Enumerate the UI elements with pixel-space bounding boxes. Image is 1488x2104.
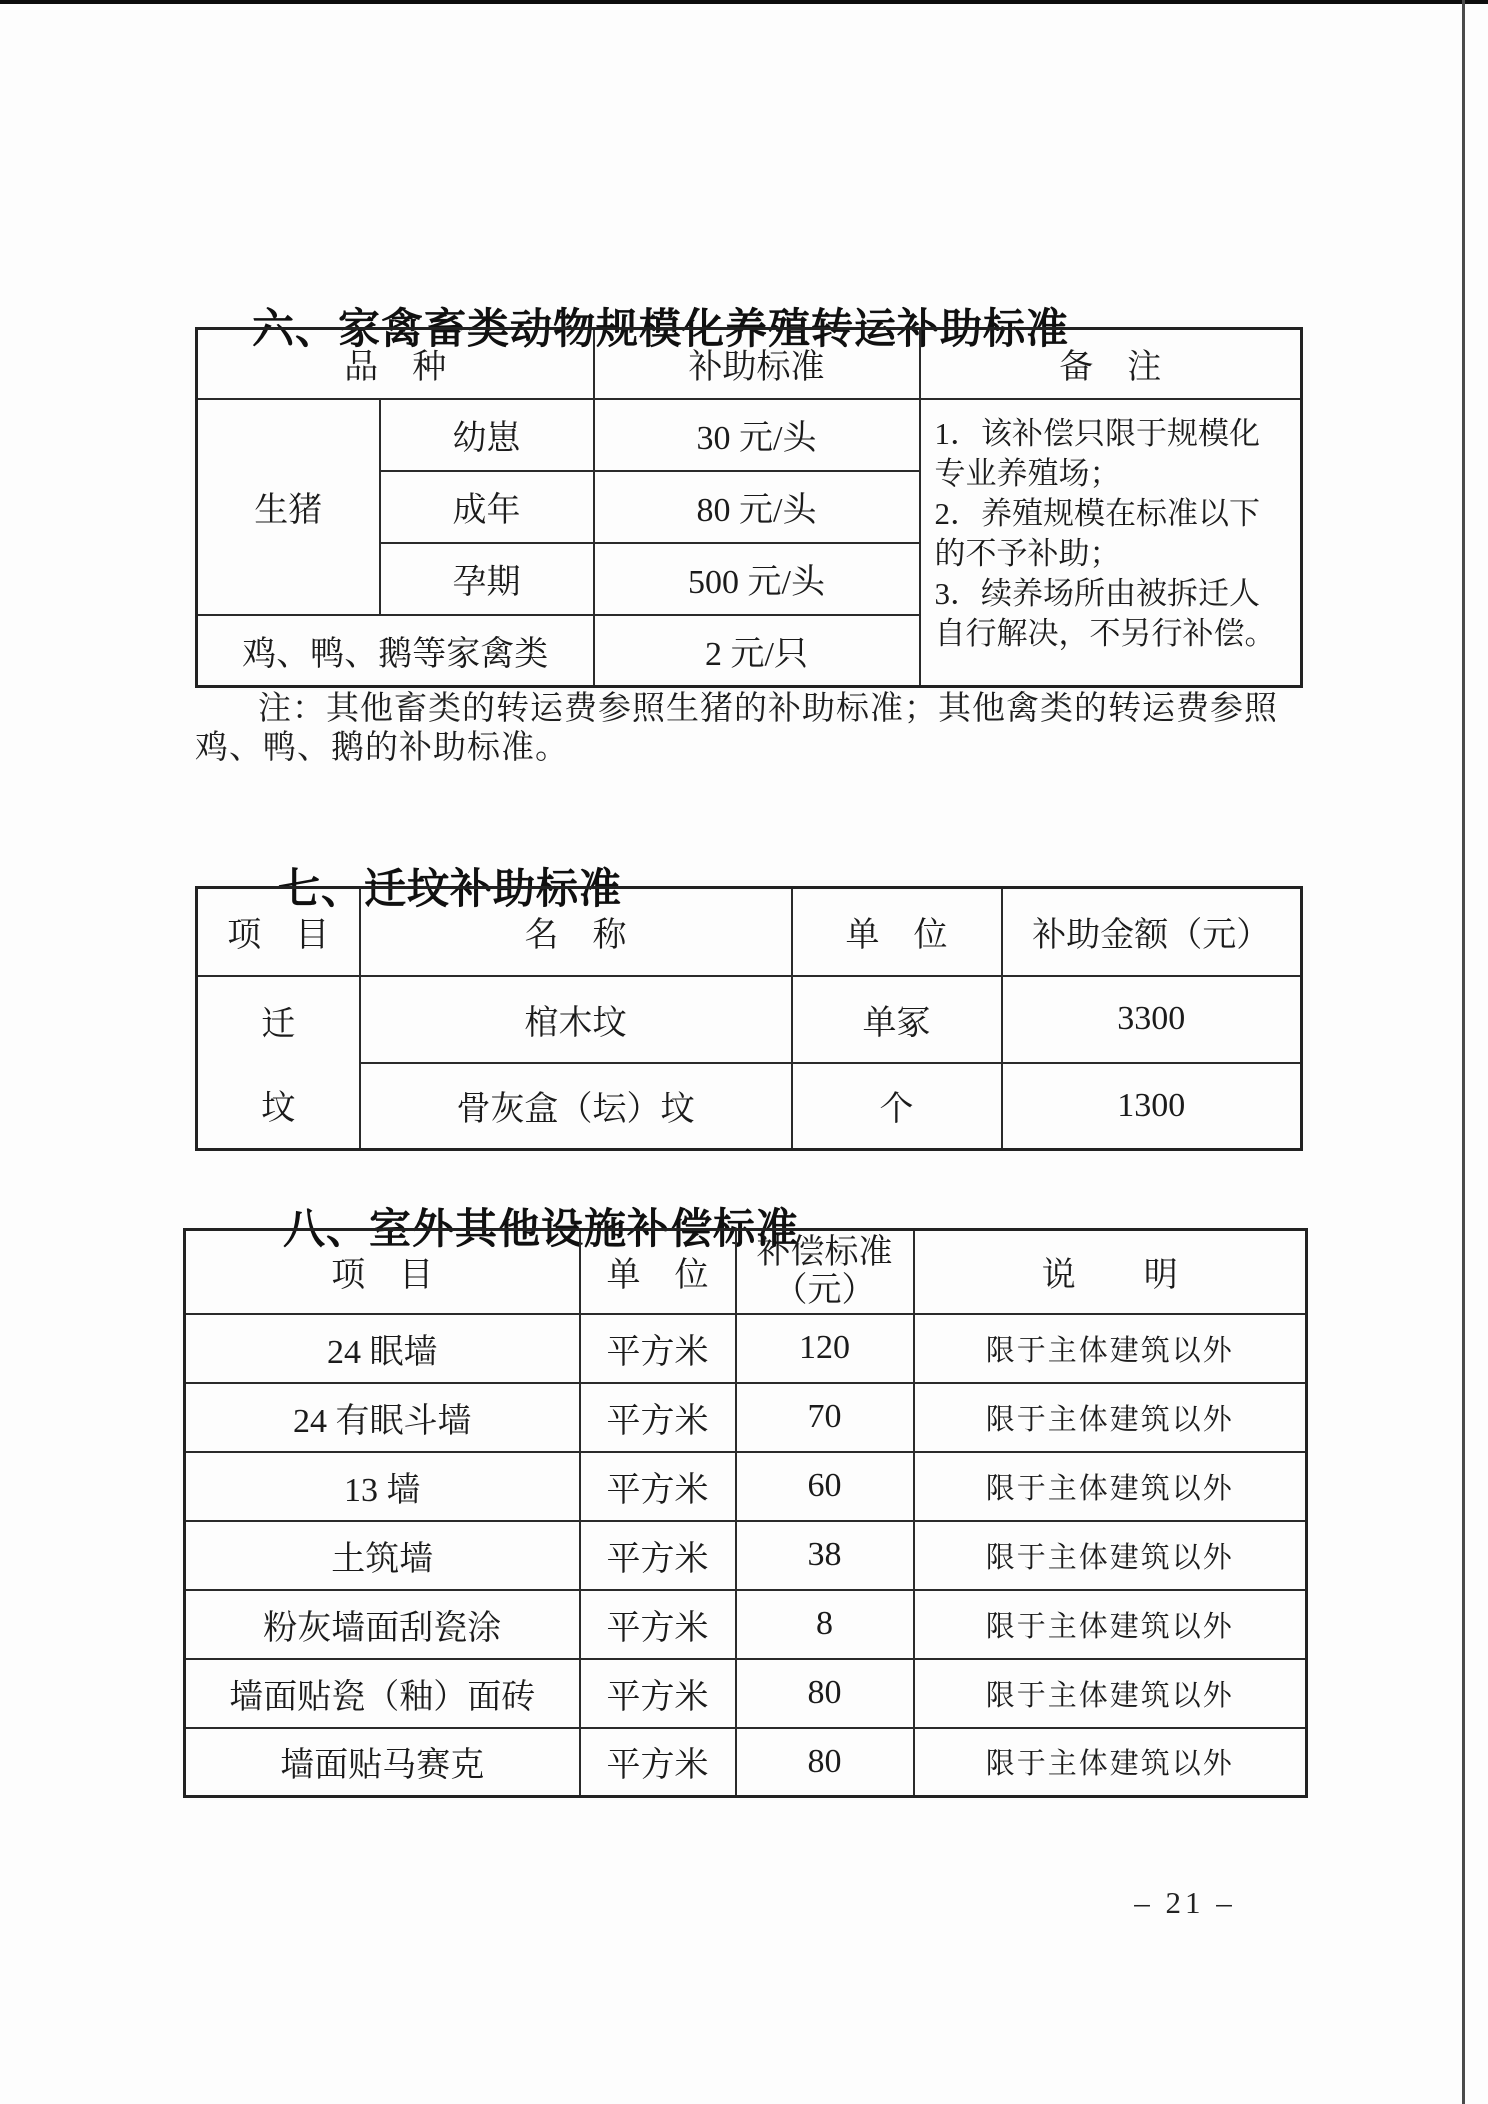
header-name: 名 称 <box>360 888 792 976</box>
table-header-row <box>197 888 1302 976</box>
cell-grave-unit: 个 <box>792 1063 1002 1150</box>
cell-poultry-value: 2 元/只 <box>594 615 920 687</box>
header-value-line2: （元） <box>773 1271 876 1309</box>
cell-item: 墙面贴马赛克 <box>185 1728 580 1797</box>
cell-grave-item <box>197 976 360 1150</box>
cell-unit: 平方米 <box>580 1590 736 1659</box>
cell-desc: 限于主体建筑以外 <box>914 1314 1307 1383</box>
header-unit: 单 位 <box>792 888 1002 976</box>
cell-remarks <box>920 399 1302 687</box>
cell-desc: 限于主体建筑以外 <box>914 1521 1307 1590</box>
cell-desc: 限于主体建筑以外 <box>914 1659 1307 1728</box>
remark-item: 1．该补偿只限于规模化专业养殖场； <box>934 415 1260 491</box>
cell-item: 粉灰墙面刮瓷涂 <box>185 1590 580 1659</box>
cell-item: 土筑墙 <box>185 1521 580 1590</box>
cell-desc: 限于主体建筑以外 <box>914 1590 1307 1659</box>
header-item: 项 目 <box>185 1230 580 1314</box>
cell-grave-amount: 1300 <box>1002 1063 1302 1150</box>
cell-pig-stage: 孕期 <box>380 543 594 615</box>
table-header-row <box>197 329 1302 399</box>
remark-item: 3．续养场所由被拆迁人自行解决，不另行补偿。 <box>934 575 1276 651</box>
cell-poultry-label: 鸡、鸭、鹅等家禽类 <box>197 615 594 687</box>
cell-value: 80 <box>736 1728 914 1797</box>
header-item: 项 目 <box>197 888 360 976</box>
header-species: 品 种 <box>197 329 594 399</box>
grave-item-stack <box>198 978 359 1146</box>
cell-pig-value: 80 元/头 <box>594 471 920 543</box>
grave-item-char: 坟 <box>261 1089 296 1127</box>
page-number: – 21 – <box>1134 1885 1236 1920</box>
cell-unit: 平方米 <box>580 1452 736 1521</box>
header-desc: 说 明 <box>914 1230 1307 1314</box>
cell-unit: 平方米 <box>580 1314 736 1383</box>
scan-edge-top <box>0 0 1488 4</box>
grave-relocation-subsidy-table <box>195 886 1303 1151</box>
cell-unit: 平方米 <box>580 1521 736 1590</box>
table-row <box>185 1659 1307 1728</box>
table-row <box>185 1728 1307 1797</box>
cell-unit: 平方米 <box>580 1659 736 1728</box>
cell-desc: 限于主体建筑以外 <box>914 1728 1307 1797</box>
cell-pig-value: 500 元/头 <box>594 543 920 615</box>
livestock-transfer-subsidy-table <box>195 327 1303 688</box>
grave-item-char: 迁 <box>261 1005 296 1043</box>
cell-value: 60 <box>736 1452 914 1521</box>
section8-title: 八、室外其他设施补偿标准 <box>283 1204 800 1252</box>
scan-edge-right <box>1462 0 1465 2104</box>
cell-unit: 平方米 <box>580 1383 736 1452</box>
cell-value: 80 <box>736 1659 914 1728</box>
table-row <box>197 976 1302 1063</box>
cell-unit: 平方米 <box>580 1728 736 1797</box>
header-remark: 备 注 <box>920 329 1302 399</box>
cell-grave-unit: 单冢 <box>792 976 1002 1063</box>
table-row <box>197 1063 1302 1150</box>
header-amount: 补助金额（元） <box>1002 888 1302 976</box>
cell-item: 24 眠墙 <box>185 1314 580 1383</box>
header-unit: 单 位 <box>580 1230 736 1314</box>
table-row <box>197 399 1302 471</box>
table-row <box>185 1521 1307 1590</box>
table-header-row <box>185 1230 1307 1314</box>
cell-grave-amount: 3300 <box>1002 976 1302 1063</box>
cell-value: 120 <box>736 1314 914 1383</box>
remark-item: 2．养殖规模在标准以下的不予补助； <box>934 495 1260 571</box>
table-row <box>185 1314 1307 1383</box>
cell-value: 70 <box>736 1383 914 1452</box>
cell-grave-name: 骨灰盒（坛）坟 <box>360 1063 792 1150</box>
table-row <box>185 1383 1307 1452</box>
section7-title: 七、迁坟补助标准 <box>278 864 623 912</box>
cell-item: 24 有眠斗墙 <box>185 1383 580 1452</box>
cell-value: 38 <box>736 1521 914 1590</box>
outdoor-facilities-compensation-table <box>183 1228 1308 1798</box>
header-standard: 补助标准 <box>594 329 920 399</box>
section6-title: 六、家禽畜类动物规模化养殖转运补助标准 <box>252 304 1070 352</box>
cell-desc: 限于主体建筑以外 <box>914 1452 1307 1521</box>
table-row <box>185 1590 1307 1659</box>
header-value <box>736 1230 914 1314</box>
cell-value: 8 <box>736 1590 914 1659</box>
cell-pig-stage: 成年 <box>380 471 594 543</box>
cell-grave-name: 棺木坟 <box>360 976 792 1063</box>
table-footnote: 注：其他畜类的转运费参照生猪的补助标准；其他禽类的转运费参照鸡、鸭、鹅的补助标准。 <box>195 691 1278 766</box>
cell-item: 13 墙 <box>185 1452 580 1521</box>
cell-pig-label: 生猪 <box>197 399 380 615</box>
cell-desc: 限于主体建筑以外 <box>914 1383 1307 1452</box>
cell-pig-stage: 幼崽 <box>380 399 594 471</box>
table-row <box>185 1452 1307 1521</box>
cell-item: 墙面贴瓷（釉）面砖 <box>185 1659 580 1728</box>
cell-pig-value: 30 元/头 <box>594 399 920 471</box>
header-value-line1: 补偿标准 <box>756 1233 893 1271</box>
